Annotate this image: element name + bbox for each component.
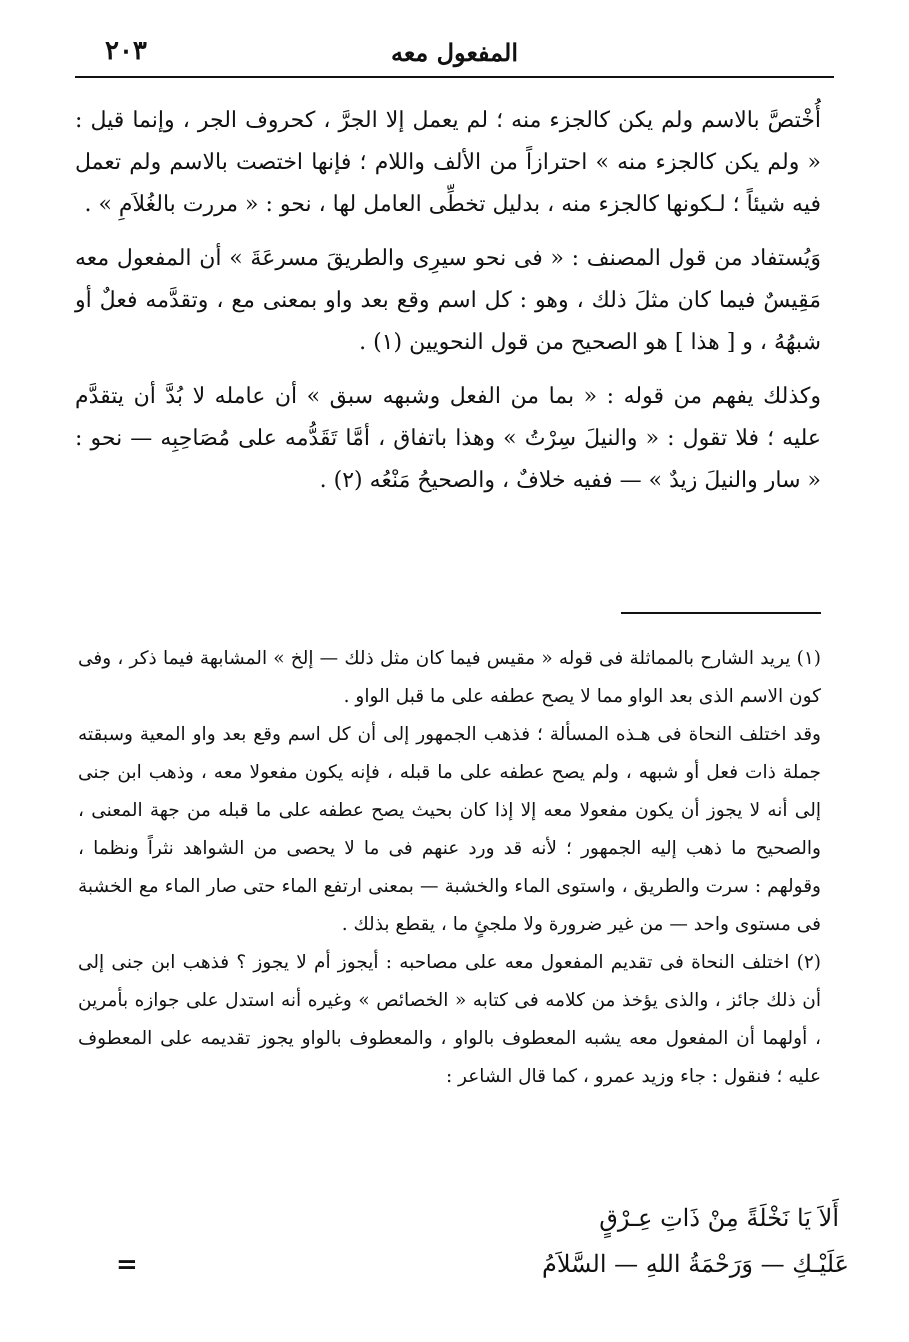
footnote-1-continued: وقد اختلف النحاة فى هـذه المسألة ؛ فذهب الجمهور إلى أن كل اسم وقع بعد واو المعية وسبقته جملة ذات فعل أو شبهه ، ولم يصح عطفه على ما قبله ، فإنه يكون مفعولا معه ، وذهب ابن جنى إلى أنه لا يجوز أن يكون مفعولا معه إلا إذا كان بحيث يصح عطفه على ما قبله من جهة المعنى ، والصحيح ما ذهب إليه الجمهور ؛ لأنه قد ورد عنهم فى ما لا يحصى من الشواهد نثراً ونظما ، وقولهم : سرت والطريق ، واستوى الماء والخشبة — بمعنى ارتفع الماء حتى صار الماء مع الخشبة فى مستوى واحد — من غير ضرورة ولا ملجئٍ ما ، يقطع بذلك . bbox=[78, 724, 821, 935]
footnotes bbox=[78, 640, 821, 1096]
paragraph-2: وَيُستفاد من قول المصنف : « فى نحو سيرِى والطريقَ مسرعَةَ » أن المفعول معه مَقِيسٌ فيما كان مثلَ ذلك ، وهو : كل اسم وقع بعد واو بمعنى مع ، وتقدَّمه فعلٌ أو شبهُهُ ، و [ هذا ] هو الصحيح من قول النحويين (١) . bbox=[75, 246, 821, 355]
footnote-separator bbox=[621, 612, 821, 614]
footnote-2: (٢) اختلف النحاة فى تقديم المفعول معه على مصاحبه : أيجوز أم لا يجوز ؟ فذهب ابن جنى إلى أن ذلك جائز ، والذى يؤخذ من كلامه فى كتابه « الخصائص » وغيره أنه استدل على جوازه بأمرين ، أولهما أن المفعول معه يشبه المعطوف بالواو ، والمعطوف بالواو يجوز تقديمه على المعطوف عليه ؛ فنقول : جاء وزيد عمرو ، كما قال الشاعر : bbox=[78, 952, 821, 1087]
running-title: المفعول معه bbox=[390, 38, 519, 67]
paragraph-1: أُخْتصَّ بالاسم ولم يكن كالجزء منه ؛ لم يعمل إلا الجرَّ ، كحروف الجر ، وإنما قيل : « ولم يكن كالجزء منه » احترازاً من الألف واللام ؛ فإنها اختصت بالاسم ولم تعمل فيه شيئاً ؛ لـكونها كالجزء منه ، بدليل تخطِّى العامل لها ، نحو : « مررت بالغُلاَمِ » . bbox=[75, 108, 821, 217]
page-number: ٢٠٣ bbox=[105, 36, 147, 66]
paragraph-3: وكذلك يفهم من قوله : « بما من الفعل وشبهه سبق » أن عامله لا بُدَّ أن يتقدَّم عليه ؛ فلا تقول : « والنيلَ سِرْتُ » وهذا باتفاق ، أمَّا تَقَدُّمه على مُصَاحِبِه — نحو : « سار والنيلَ زيدٌ » — ففيه خلافٌ ، والصحيحُ مَنْعُه (٢) . bbox=[75, 384, 821, 493]
poetry-verse bbox=[100, 1196, 849, 1306]
continuation-mark: = bbox=[116, 1250, 138, 1280]
page-header bbox=[75, 30, 834, 78]
main-text bbox=[75, 100, 821, 502]
verse-line-2: عَلَيْـكِ — وَرَحْمَةُ اللهِ — السَّلاَمُ bbox=[541, 1250, 849, 1278]
verse-line-1: أَلاَ يَا نَخْلَةً مِنْ ذَاتِ عِـرْقٍ bbox=[599, 1204, 839, 1232]
footnote-1: (١) يريد الشارح بالمماثلة فى قوله « مقيس فيما كان مثل ذلك — إلخ » المشابهة فيما ذكر ، وفى كون الاسم الذى بعد الواو مما لا يصح عطفه على ما قبل الواو . bbox=[78, 648, 821, 707]
